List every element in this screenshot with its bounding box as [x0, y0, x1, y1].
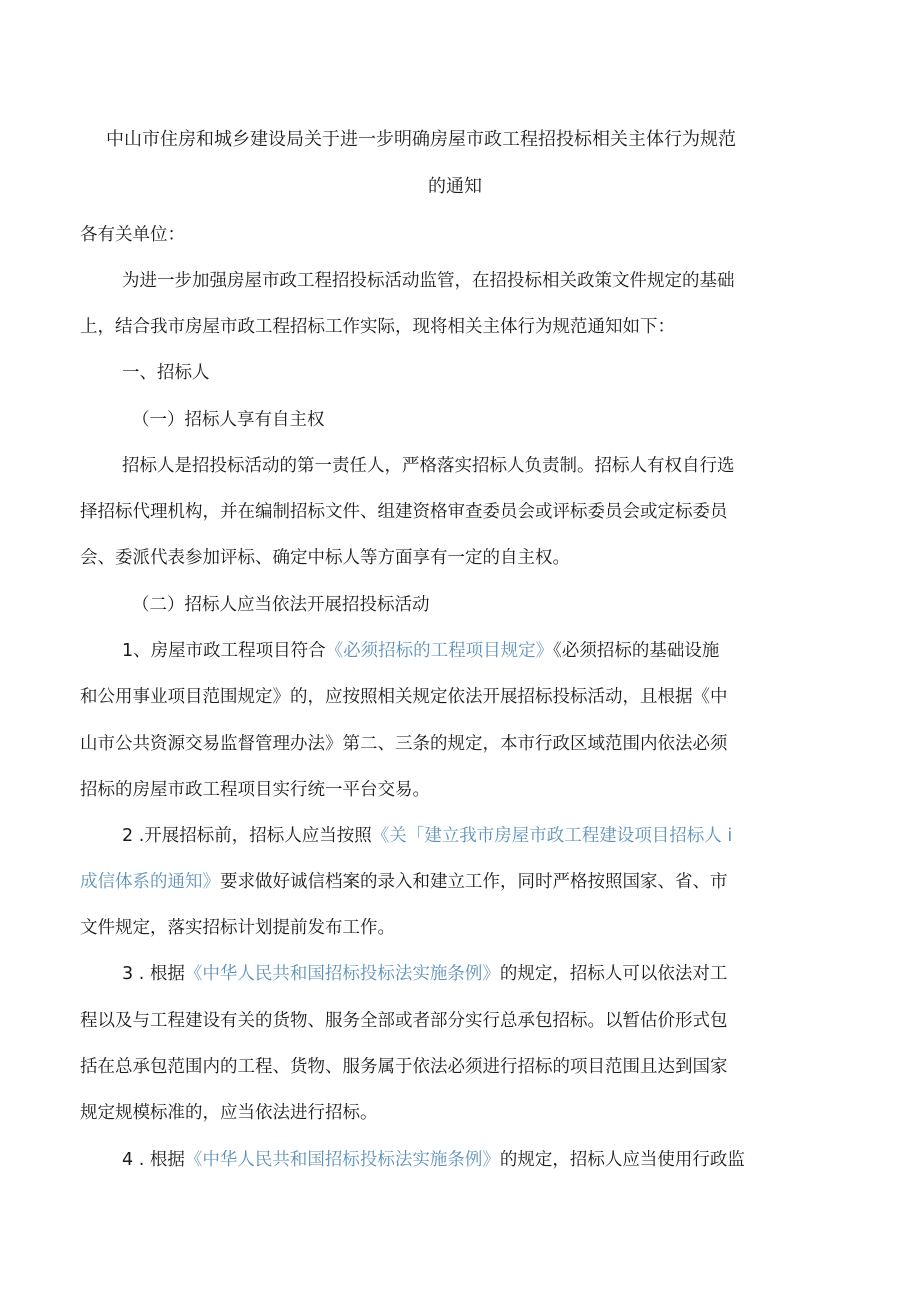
item4-text-cont: 的规定，招标人应当使用行政监 — [499, 1150, 745, 1170]
notice-link-cont[interactable]: 成信体系的通知》 — [80, 872, 220, 892]
item1-text: 1、房屋市政工程项目符合 — [122, 641, 326, 661]
item1-line-3: 山市公共资源交易监督管理办法》第二、三条的规定，本市行政区域范围内依法必须 — [80, 734, 728, 754]
document-title-line-1: 中山市住房和城乡建设局关于进一步明确房屋市政工程招投标相关主体行为规范 — [106, 129, 736, 150]
item1-line-1 — [122, 643, 719, 661]
item4-text: 4 . 根据 — [122, 1150, 185, 1170]
section-heading-1: 一、招标人 — [122, 363, 210, 383]
document-title-line-2: 的通知 — [428, 176, 482, 197]
subsection-heading-2: （二）招标人应当依法开展招投标活动 — [132, 595, 430, 615]
item2-text-cont: 要求做好诚信档案的录入和建立工作，同时严格按照国家、省、市 — [220, 872, 728, 892]
regulation-link[interactable]: 《必须招标的工程项目规定》 — [325, 641, 554, 661]
notice-link[interactable]: 《关「建立我市房屋市政工程建设项目招标人 i — [371, 826, 733, 846]
law-link[interactable]: 《中华人民共和国招标投标法实施条例》 — [184, 964, 500, 984]
item1-line-4: 招标的房屋市政工程项目实行统一平台交易。 — [80, 780, 430, 800]
item3-text: 3 . 根据 — [122, 964, 185, 984]
item3-line-4: 规定规模标准的，应当依法进行招标。 — [80, 1103, 378, 1123]
sub1-line-1: 招标人是招投标活动的第一责任人，严格落实招标人负责制。招标人有权自行选 — [122, 456, 735, 476]
salutation: 各有关单位： — [80, 225, 185, 245]
item4-line-1 — [122, 1152, 745, 1170]
item2-line-3: 文件规定，落实招标计划提前发布工作。 — [80, 918, 395, 938]
item1-line-2: 和公用事业项目范围规定》的，应按照相关规定依法开展招标投标活动，且根据《中 — [80, 687, 728, 707]
item3-line-1 — [122, 966, 727, 984]
item3-line-3: 括在总承包范围内的工程、货物、服务属于依法必须进行招标的项目范围且达到国家 — [80, 1057, 728, 1077]
item2-line-2 — [80, 874, 728, 892]
item3-text-cont: 的规定，招标人可以依法对工 — [499, 964, 728, 984]
item1-text-cont: 《必须招标的基础设施 — [553, 641, 720, 661]
item2-text: 2 .开展招标前，招标人应当按照 — [122, 826, 372, 846]
sub1-line-3: 会、委派代表参加评标、确定中标人等方面享有一定的自主权。 — [80, 548, 570, 568]
item3-line-2: 程以及与工程建设有关的货物、服务全部或者部分实行总承包招标。以暂估价形式包 — [80, 1011, 728, 1031]
sub1-line-2: 择招标代理机构，并在编制招标文件、组建资格审查委员会或评标委员会或定标委员 — [80, 502, 728, 522]
intro-line-2: 上，结合我市房屋市政工程招标工作实际，现将相关主体行为规范通知如下： — [80, 317, 675, 337]
subsection-heading-1: （一）招标人享有自主权 — [132, 410, 325, 430]
item2-line-1 — [122, 828, 732, 846]
intro-line-1: 为进一步加强房屋市政工程招投标活动监管，在招投标相关政策文件规定的基础 — [122, 271, 735, 291]
law-link-2[interactable]: 《中华人民共和国招标投标法实施条例》 — [184, 1150, 500, 1170]
